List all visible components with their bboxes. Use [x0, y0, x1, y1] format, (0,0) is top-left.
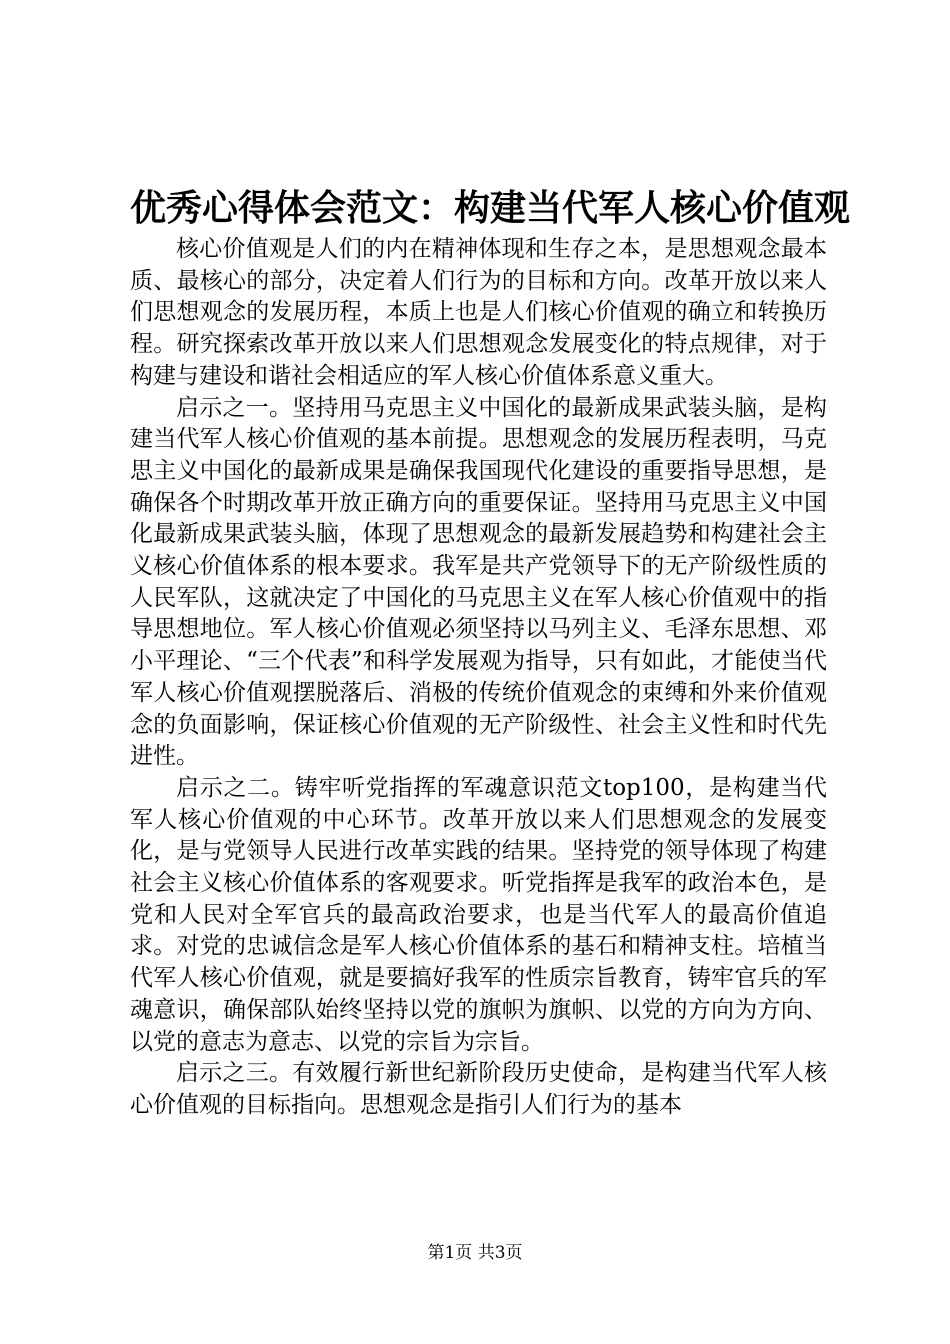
paragraph-insight-three: 启示之三。有效履行新世纪新阶段历史使命，是构建当代军人核心价值观的目标指向。思想观念是指引人们行为的基本 — [130, 1060, 827, 1118]
page-footer — [0, 1241, 950, 1265]
document-body — [130, 234, 827, 1122]
document-title: 优秀心得体会范文：构建当代军人核心价值观 — [130, 187, 851, 229]
page-number: 第1页 共3页 — [427, 1243, 523, 1263]
paragraph-insight-two: 启示之二。铸牢听党指挥的军魂意识范文top100，是构建当代军人核心价值观的中心环节。改革开放以来人们思想观念的发展变化，是与党领导人民进行改革实践的结果。坚持党的领导体现了构建社会主义核心价值体系的客观要求。听党指挥是我军的政治本色，是党和人民对全军官兵的最高政治要求，也是当代军人的最高价值追求。对党的忠诚信念是军人核心价值体系的基石和精神支柱。培植当代军人核心价值观，就是要搞好我军的性质宗旨教育，铸牢官兵的军魂意识，确保部队始终坚持以党的旗帜为旗帜、以党的方向为方向、以党的意志为意志、以党的宗旨为宗旨。 — [130, 774, 827, 1055]
paragraph-intro: 核心价值观是人们的内在精神体现和生存之本，是思想观念最本质、最核心的部分，决定着人们行为的目标和方向。改革开放以来人们思想观念的发展历程，本质上也是人们核心价值观的确立和转换历程。研究探索改革开放以来人们思想观念发展变化的特点规律，对于构建与建设和谐社会相适应的军人核心价值体系意义重大。 — [130, 236, 827, 389]
paragraph-insight-one: 启示之一。坚持用马克思主义中国化的最新成果武装头脑，是构建当代军人核心价值观的基本前提。思想观念的发展历程表明，马克思主义中国化的最新成果是确保我国现代化建设的重要指导思想，是确保各个时期改革开放正确方向的重要保证。坚持用马克思主义中国化最新成果武装头脑，体现了思想观念的最新发展趋势和构建社会主义核心价值体系的根本要求。我军是共产党领导下的无产阶级性质的人民军队，这就决定了中国化的马克思主义在军人核心价值观中的指导思想地位。军人核心价值观必须坚持以马列主义、毛泽东思想、邓小平理论、“三个代表”和科学发展观为指导，只有如此，才能使当代军人核心价值观摆脱落后、消极的传统价值观念的束缚和外来价值观念的负面影响，保证核心价值观的无产阶级性、社会主义性和时代先进性。 — [130, 394, 827, 770]
